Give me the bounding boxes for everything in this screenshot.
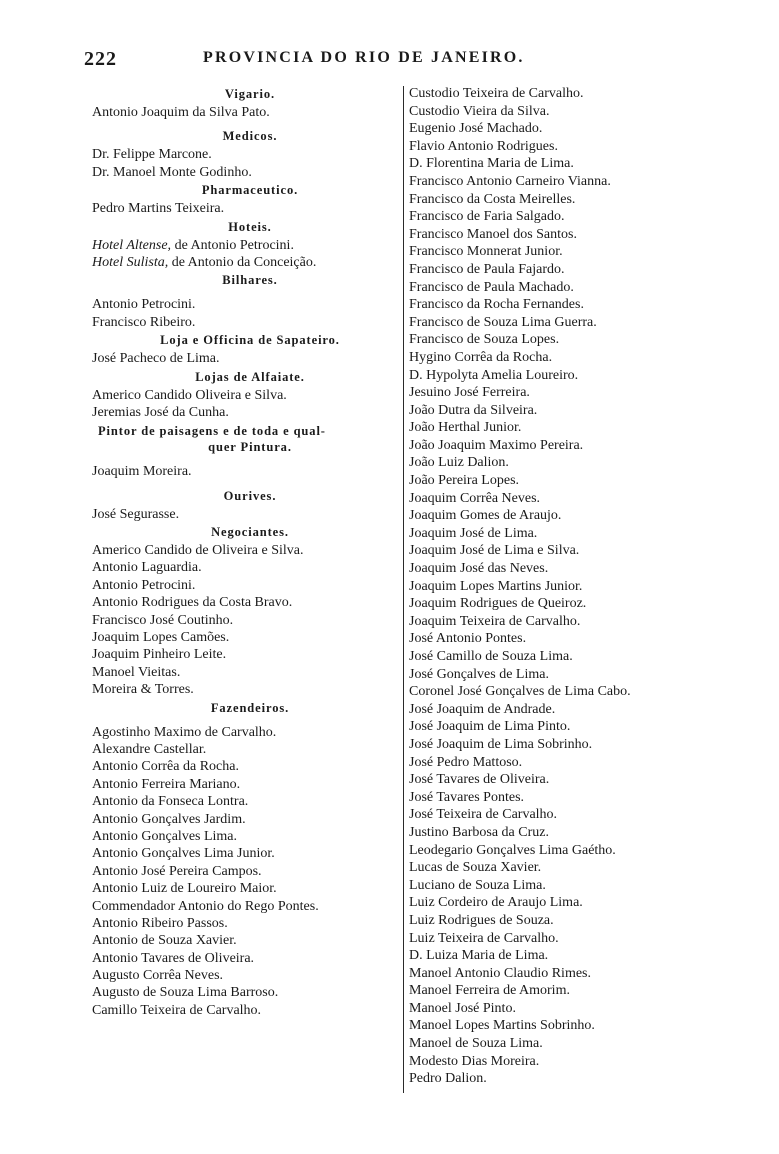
list-item: Luiz Teixeira de Carvalho. (409, 930, 559, 946)
list-item: João Dutra da Silveira. (409, 402, 538, 418)
list-item: Antonio da Fonseca Lontra. (92, 794, 249, 810)
section-sapateiro (84, 331, 402, 367)
list-item: Francisco de Souza Lima Guerra. (409, 314, 597, 330)
list-item: Antonio Corrêa da Rocha. (92, 759, 239, 775)
list-item (84, 254, 402, 271)
list-item: D. Luiza Maria de Lima. (409, 948, 549, 964)
section-heading: Medicos. (222, 129, 278, 144)
section-heading: Lojas de Alfaiate. (195, 369, 305, 384)
list-item: Coronel José Gonçalves de Lima Cabo. (409, 684, 631, 700)
list-item: Custodio Vieira da Silva. (409, 103, 550, 119)
list-item: Francisco de Paula Fajardo. (409, 261, 565, 277)
list-item: José Joaquim de Andrade. (409, 701, 556, 717)
list-item: Antonio Tavares de Oliveira. (92, 950, 255, 966)
list-item: Antonio Joaquim da Silva Pato. (92, 105, 270, 120)
list-item: Antonio Luiz de Loureiro Maior. (92, 881, 277, 897)
list-item: Manoel Vieitas. (92, 664, 181, 680)
list-item: Justino Barbosa da Cruz. (409, 824, 549, 840)
list-item: Francisco de Faria Salgado. (409, 209, 565, 225)
list-item: Francisco da Costa Meirelles. (409, 191, 576, 207)
list-item: Agostinho Maximo de Carvalho. (92, 724, 277, 740)
list-item: Francisco Ribeiro. (92, 314, 196, 330)
list-item: Antonio de Souza Xavier. (92, 933, 237, 949)
list-item: Jesuino José Ferreira. (409, 385, 530, 401)
running-title: PROVINCIA DO RIO DE JANEIRO. (203, 49, 525, 66)
list-item: Francisco Monnerat Junior. (409, 244, 563, 260)
list-item: José Joaquim de Lima Sobrinho. (409, 736, 593, 752)
column-divider (403, 86, 404, 1093)
section-heading: Fazendeiros. (210, 700, 290, 715)
hotel-owner: de Antonio da Conceição. (168, 254, 317, 270)
list-item: José Teixeira de Carvalho. (409, 807, 558, 823)
list-item: Luciano de Souza Lima. (409, 877, 546, 893)
list-item: José Pacheco de Lima. (92, 351, 220, 367)
list-item: Francisco de Souza Lopes. (409, 332, 560, 348)
list-item: D. Florentina Maria de Lima. (409, 156, 574, 172)
list-item: José Tavares Pontes. (409, 789, 525, 805)
list-item: Francisco Antonio Carneiro Vianna. (409, 173, 611, 189)
list-item: Americo Candido de Oliveira e Silva. (92, 543, 304, 559)
list-item: Eugenio José Machado. (409, 121, 543, 137)
list-item: João Luiz Dalion. (409, 455, 509, 471)
hotel-name: Hotel Sulista, (92, 254, 169, 270)
list-item: Antonio Gonçalves Lima Junior. (92, 846, 275, 862)
list-item: Joaquim Pinheiro Leite. (92, 647, 227, 663)
list-item: Camillo Teixeira de Carvalho. (92, 1002, 262, 1018)
list-item: Flavio Antonio Rodrigues. (409, 138, 558, 154)
section-medicos (84, 127, 402, 181)
list-item: Antonio Ferreira Mariano. (92, 776, 241, 792)
list-item: José Pedro Mattoso. (409, 754, 523, 770)
page-number: 222 (84, 48, 117, 70)
left-column (84, 85, 402, 1019)
list-item: Dr. Felippe Marcone. (92, 147, 212, 163)
list-item: Luiz Rodrigues de Souza. (409, 912, 554, 928)
list-item: Antonio Rodrigues da Costa Bravo. (92, 595, 293, 611)
list-item: Antonio Laguardia. (92, 560, 202, 576)
list-item: Manoel José Pinto. (409, 1000, 516, 1016)
list-item: José Gonçalves de Lima. (409, 666, 549, 682)
list-item: D. Hypolyta Amelia Loureiro. (409, 367, 579, 383)
list-item: Antonio Petrocini. (92, 297, 196, 313)
list-item: João Joaquim Maximo Pereira. (409, 437, 584, 453)
list-item: Joaquim Gomes de Araujo. (409, 508, 562, 524)
list-item: Joaquim Teixeira de Carvalho. (409, 613, 581, 629)
list-item: Americo Candido Oliveira e Silva. (92, 387, 287, 403)
list-item: Joaquim Rodrigues de Queiroz. (409, 596, 587, 612)
list-item: Antonio Ribeiro Passos. (92, 915, 228, 931)
list-item: José Tavares de Oliveira. (409, 772, 550, 788)
list-item: João Herthal Junior. (409, 420, 522, 436)
section-hoteis (84, 218, 402, 272)
list-item: Dr. Manoel Monte Godinho. (92, 164, 252, 180)
list-item: Joaquim Corrêa Neves. (409, 490, 541, 506)
section-fazendeiros (84, 699, 402, 1020)
section-heading: Pharmaceutico. (201, 183, 299, 198)
list-item: Antonio José Pereira Campos. (92, 863, 262, 879)
list-item: Modesto Dias Moreira. (409, 1053, 540, 1069)
list-item: Joaquim Moreira. (92, 464, 192, 480)
list-item: Joaquim José de Lima e Silva. (409, 543, 580, 559)
list-item: Antonio Gonçalves Jardim. (92, 811, 246, 827)
section-negociantes (84, 523, 402, 699)
list-item: Alexandre Castellar. (92, 741, 207, 757)
list-item: Augusto de Souza Lima Barroso. (92, 985, 279, 1001)
list-item: Pedro Dalion. (409, 1071, 487, 1087)
list-item: Lucas de Souza Xavier. (409, 860, 542, 876)
heading-line: quer Pintura. (208, 440, 292, 455)
list-item: José Segurasse. (92, 506, 180, 522)
list-item: Joaquim José das Neves. (409, 561, 549, 577)
list-item: João Pereira Lopes. (409, 473, 520, 489)
list-item: Manoel Lopes Martins Sobrinho. (409, 1018, 595, 1034)
list-item: Manoel Ferreira de Amorim. (409, 983, 570, 999)
list-item: José Joaquim de Lima Pinto. (409, 719, 571, 735)
list-item: Francisco Manoel dos Santos. (409, 226, 577, 242)
list-item: Antonio Petrocini. (92, 577, 196, 593)
list-item: Joaquim Lopes Martins Junior. (409, 578, 583, 594)
list-item: José Antonio Pontes. (409, 631, 527, 647)
list-item: Luiz Cordeiro de Araujo Lima. (409, 895, 583, 911)
list-item: Manoel de Souza Lima. (409, 1036, 543, 1052)
right-column (409, 85, 699, 1088)
section-pharmaceutico (84, 181, 402, 217)
section-heading: Ourives. (223, 488, 277, 503)
list-item: Jeremias José da Cunha. (92, 404, 229, 420)
section-heading: Loja e Officina de Sapateiro. (160, 333, 340, 348)
list-item: Manoel Antonio Claudio Rimes. (409, 965, 591, 981)
section-ourives (84, 487, 402, 523)
list-item (84, 237, 402, 254)
section-heading: Bilhares. (222, 273, 278, 288)
list-item: Hygino Corrêa da Rocha. (409, 349, 553, 365)
section-vigario (84, 85, 402, 121)
list-item: Leodegario Gonçalves Lima Gaétho. (409, 842, 616, 858)
section-heading: Vigario. (224, 87, 276, 101)
list-item: Francisco José Coutinho. (92, 612, 234, 628)
section-alfaiate (84, 368, 402, 422)
list-item: José Camillo de Souza Lima. (409, 649, 573, 664)
list-item: Commendador Antonio do Rego Pontes. (92, 898, 319, 914)
section-heading: Hoteis. (228, 219, 272, 234)
section-pintor (84, 421, 402, 480)
hotel-owner: de Antonio Petrocini. (171, 237, 294, 253)
section-heading: Negociantes. (211, 525, 289, 540)
list-item: Joaquim José de Lima. (409, 525, 538, 541)
list-item: Moreira & Torres. (92, 682, 194, 698)
heading-line: Pintor de paisagens e de toda e qual- (98, 424, 326, 439)
list-item: Augusto Corrêa Neves. (92, 968, 224, 984)
section-bilhares (84, 271, 402, 331)
hotel-name: Hotel Altense, (92, 237, 172, 253)
section-heading (98, 421, 402, 457)
list-item: Custodio Teixeira de Carvalho. (409, 86, 584, 101)
list-item: Antonio Gonçalves Lima. (92, 828, 238, 844)
list-item: Francisco da Rocha Fernandes. (409, 297, 584, 313)
list-item: Pedro Martins Teixeira. (92, 201, 225, 217)
list-item: Joaquim Lopes Camões. (92, 630, 230, 646)
list-item: Francisco de Paula Machado. (409, 279, 574, 295)
